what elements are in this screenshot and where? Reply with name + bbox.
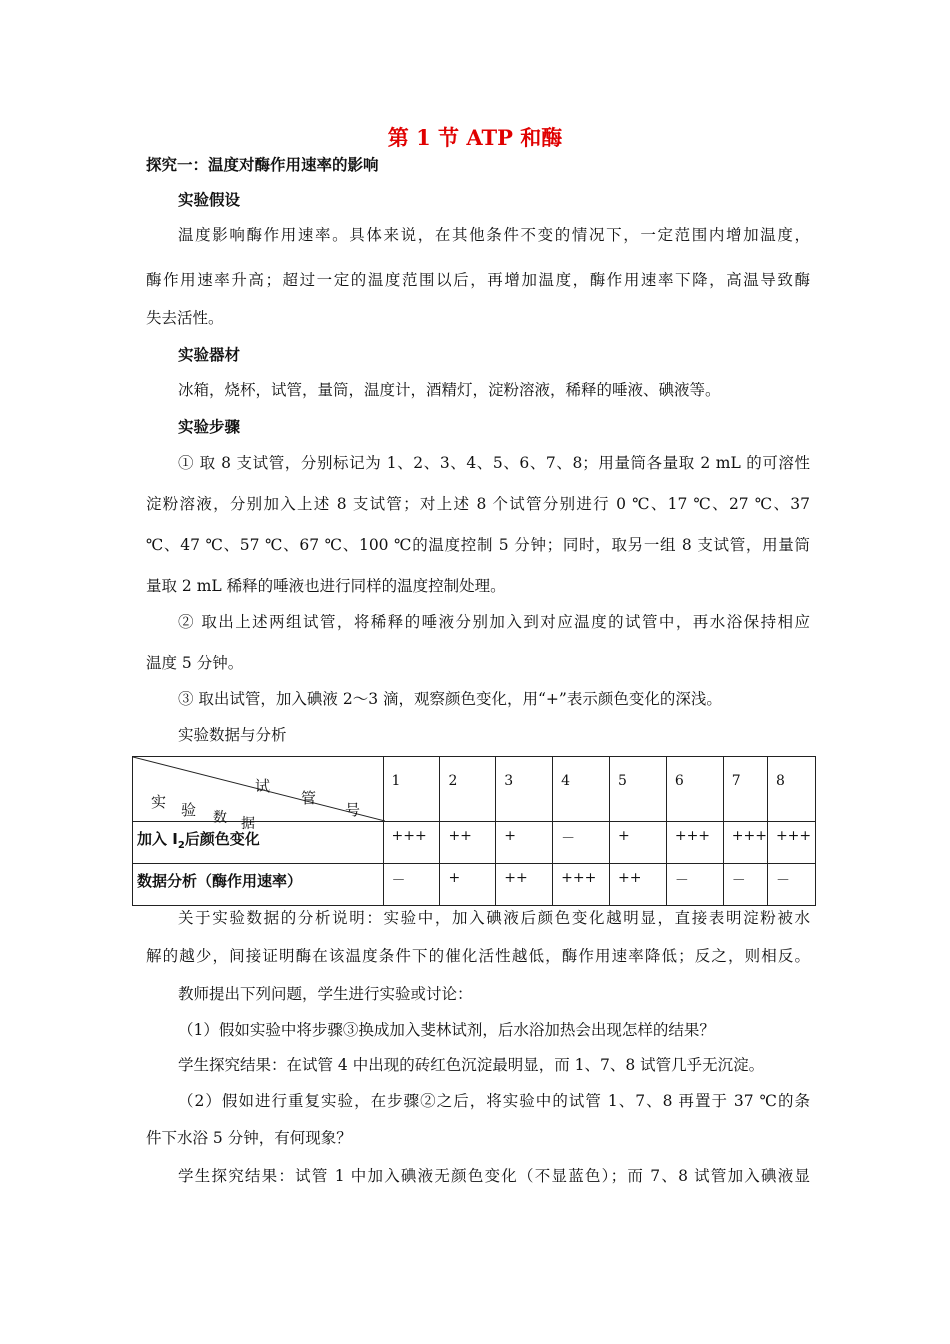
question-2-line-1: （2）假如进行重复实验，在步骤②之后，将实验中的试管 1、7、8 再置于 37 ℃的条 <box>178 1092 810 1110</box>
table-row-color-change <box>133 822 816 864</box>
diag-label-yan: 验 <box>181 801 197 819</box>
row-label-color-change: 加入 $I_2$后颜色变化 <box>133 822 384 864</box>
table-cell: +++ <box>767 822 815 864</box>
analysis-line-2: 解的越少，间接证明酶在该温度条件下的催化活性越低，酶作用速率降低；反之，则相反。 <box>146 947 810 965</box>
table-cell: + <box>440 864 496 906</box>
table-cell: － <box>553 822 610 864</box>
table-cell: ++ <box>496 864 553 906</box>
table-cell: － <box>723 864 767 906</box>
analysis-line-1: 关于实验数据的分析说明：实验中，加入碘液后颜色变化越明显，直接表明淀粉被水 <box>178 909 810 927</box>
diag-label-shi2: 实 <box>151 793 167 811</box>
table-cell: － <box>767 864 815 906</box>
page-title: 第 1 节 ATP 和酶 <box>387 125 563 150</box>
table-cell: + <box>496 822 553 864</box>
step1-line-3: ℃、47 ℃、57 ℃、67 ℃、100 ℃的温度控制 5 分钟；同时，取另一组 8 支试管，用量筒 <box>146 536 810 554</box>
tube-number-cell: 2 <box>440 757 496 822</box>
tube-number-cell: 1 <box>383 757 440 822</box>
table-cell: － <box>383 864 440 906</box>
step1-line-2: 淀粉溶液，分别加入上述 8 支试管；对上述 8 个试管分别进行 0 ℃、17 ℃、27 ℃、37 <box>146 495 810 513</box>
step1-line-4: 量取 2 mL 稀释的唾液也进行同样的温度控制处理。 <box>146 577 506 595</box>
diag-label-ju: 据 <box>241 816 255 832</box>
step2-line-1: ② 取出上述两组试管，将稀释的唾液分别加入到对应温度的试管中，再水浴保持相应 <box>178 613 810 631</box>
question-1: （1）假如实验中将步骤③换成加入斐林试剂，后水浴加热会出现怎样的结果？ <box>178 1021 715 1039</box>
section-heading: 探究一：温度对酶作用速率的影响 <box>146 156 379 174</box>
table-cell: ++ <box>610 864 667 906</box>
table-cell: +++ <box>383 822 440 864</box>
hypothesis-heading: 实验假设 <box>178 191 241 209</box>
diag-label-shu: 数 <box>213 810 227 826</box>
tube-number-cell: 7 <box>723 757 767 822</box>
tube-number-cell: 6 <box>666 757 723 822</box>
teacher-prompt: 教师提出下列问题，学生进行实验或讨论： <box>178 985 473 1003</box>
diagonal-header-cell <box>133 757 384 832</box>
hypothesis-line-2: 酶作用速率升高；超过一定的温度范围以后，再增加温度，酶作用速率下降，高温导致酶 <box>146 271 810 289</box>
table-cell: ++ <box>440 822 496 864</box>
row-label-analysis: 数据分析（酶作用速率） <box>133 864 384 906</box>
hypothesis-line-1: 温度影响酶作用速率。具体来说，在其他条件不变的情况下，一定范围内增加温度， <box>178 226 810 244</box>
tube-number-cell: 4 <box>553 757 610 822</box>
table-cell: + <box>610 822 667 864</box>
diag-label-guan: 管 <box>301 789 317 807</box>
results-table <box>132 756 816 906</box>
diag-label-hao: 号 <box>345 801 361 819</box>
materials-heading: 实验器材 <box>178 346 241 364</box>
table-cell: +++ <box>723 822 767 864</box>
question-2-line-2: 件下水浴 5 分钟，有何现象？ <box>146 1129 352 1147</box>
tube-number-cell: 5 <box>610 757 667 822</box>
table-cell: +++ <box>553 864 610 906</box>
step2-line-2: 温度 5 分钟。 <box>146 654 244 672</box>
table-cell: +++ <box>666 822 723 864</box>
steps-heading: 实验步骤 <box>178 418 241 436</box>
data-heading: 实验数据与分析 <box>178 726 287 744</box>
step1-line-1: ① 取 8 支试管，分别标记为 1、2、3、4、5、6、7、8；用量筒各量取 2 mL 的可溶性 <box>178 454 810 472</box>
answer-2: 学生探究结果：试管 1 中加入碘液无颜色变化（不显蓝色）；而 7、8 试管加入碘液显 <box>178 1167 810 1185</box>
tube-number-cell: 3 <box>496 757 553 822</box>
answer-1: 学生探究结果：在试管 4 中出现的砖红色沉淀最明显，而 1、7、8 试管几乎无沉淀。 <box>178 1056 765 1074</box>
tube-number-cell: 8 <box>767 757 815 822</box>
diag-label-shi: 试 <box>255 777 271 795</box>
hypothesis-line-3: 失去活性。 <box>146 309 224 327</box>
table-row-analysis <box>133 864 816 906</box>
table-cell: － <box>666 864 723 906</box>
table-header-row <box>133 757 816 822</box>
step3-text: ③ 取出试管，加入碘液 2～3 滴，观察颜色变化，用“+”表示颜色变化的深浅。 <box>178 690 722 708</box>
materials-text: 冰箱，烧杯，试管，量筒，温度计，酒精灯，淀粉溶液，稀释的唾液、碘液等。 <box>178 381 721 399</box>
